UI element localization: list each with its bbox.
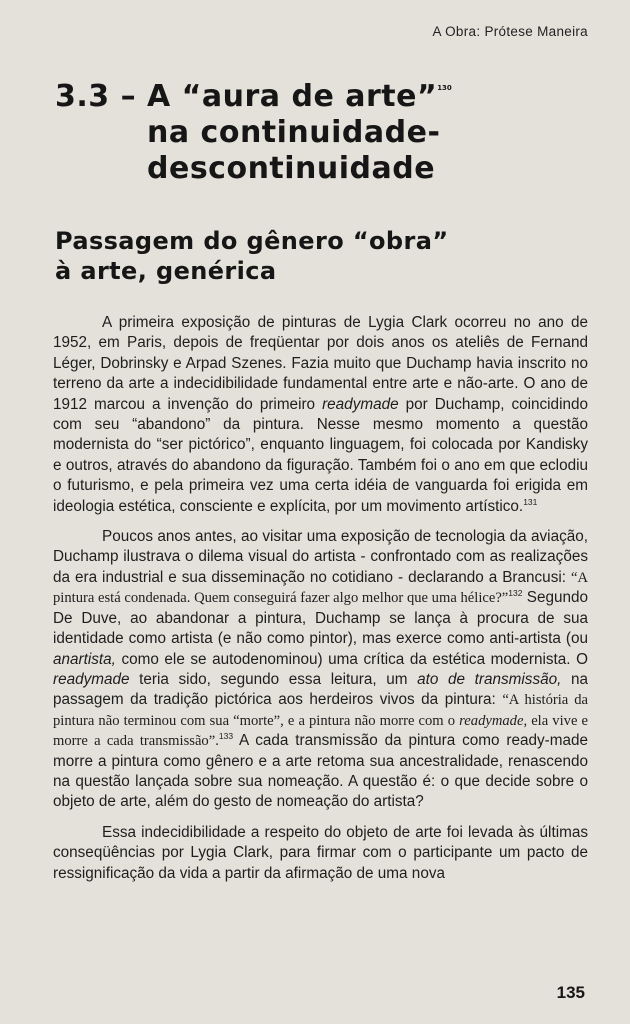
running-head: A Obra: Prótese Maneira xyxy=(432,24,588,39)
page-number: 135 xyxy=(556,983,585,1002)
section-title-line-2: à arte, genérica xyxy=(55,257,277,285)
p1-text-a: A primeira exposição de pinturas de Lygia Clark ocorreu no ano de 1952, em Paris, depois de freqüentar por dois anos os ateliês de Fernand Léger, Dobrinsky e Arpad Szenes. Fazia muito que Duchamp havia inscrito no terreno da arte a indecidibilidade fundamental entre arte e não-arte. O ano de 1912 marcou a invenção do primeiro xyxy=(53,314,588,413)
paragraph-1 xyxy=(53,313,588,517)
quote-de-duve-a: “A história da pintura não terminou com sua “morte”, e a pintura não morre com o xyxy=(53,692,589,729)
chapter-heading xyxy=(55,70,595,187)
quote-de-duve-italic: readymade xyxy=(459,712,524,729)
quote-de-duve-b: , ela vive e morre a cada transmissão”. xyxy=(53,712,588,750)
p2-italic-ato: ato de transmissão, xyxy=(417,670,562,688)
p2-text-b: Segundo De Duve, ao abandonar a pintura, Duchamp se lança à procura de sua identidade como artista (e não como pintor), mas exerce como anti-artista (ou xyxy=(53,589,588,648)
p2-italic-readymade: readymade xyxy=(53,670,130,688)
section-heading xyxy=(55,226,595,286)
section-title-line-1: Passagem do gênero “obra” xyxy=(55,227,449,255)
paragraph-2 xyxy=(53,527,588,813)
quote-brancusi: “A pintura está condenada. Quem conseguirá fazer algo melhor que uma hélice?” xyxy=(53,569,588,607)
p1-text-b: por Duchamp, coincidindo com seu “abandono” da pintura. Nesse mesmo momento a questão modernista do “ser pictórico”, enquanto linguagem, foi colocada por Kandisky e outros, através do abandono da figuração. Também foi o ano em que eclodiu o futurismo, e pela primeira vez uma certa idéia de vanguarda foi erigida em ideologia estética, consciente e explícita, por um movimento artístico. xyxy=(53,395,588,515)
p2-text-d: teria sido, segundo essa leitura, um xyxy=(129,670,418,688)
chapter-footnote-marker: 130 xyxy=(437,84,452,92)
p2-text-a: Poucos anos antes, ao visitar uma exposição de tecnologia da aviação, Duchamp ilustrava o dilema visual do artista - confrontado com as realizações da era industrial e sua disseminação no cotidiano - declarando a Brancusi: xyxy=(53,528,588,586)
p2-text-c: como ele se autodenominou) uma crítica da estética modernista. O xyxy=(115,650,588,668)
paragraph-3: Essa indecidibilidade a respeito do objeto de arte foi levada às últimas conseqüências por Lygia Clark, para firmar com o participante um pacto de ressignificação da vida a partir da afirmação de uma nova xyxy=(53,823,588,882)
chapter-number: 3.3 – xyxy=(55,79,137,114)
body-text xyxy=(53,313,588,884)
p1-italic-readymade: readymade xyxy=(322,395,399,413)
p2-text-f: A cada transmissão da pintura como ready-made morre a pintura como gênero e a arte retoma sua ancestralidade, renascendo na questão lançada sobre sua nomeação. A questão é: o que decide sobre o objeto de arte, além do gesto de nomeação do artista? xyxy=(53,732,589,811)
footnote-marker-132: 132 xyxy=(508,588,523,599)
chapter-title-line-3: descontinuidade xyxy=(147,151,436,186)
p2-text-e: na passagem da tradição pictórica aos herdeiros vivos da pintura: xyxy=(53,670,588,709)
chapter-title-line-2: na continuidade- xyxy=(147,115,441,150)
footnote-marker-133: 133 xyxy=(218,731,234,742)
chapter-title-line-1: A “aura de arte” xyxy=(147,79,438,114)
p2-italic-anartista: anartista, xyxy=(53,650,116,668)
footnote-marker-131: 131 xyxy=(523,496,538,507)
